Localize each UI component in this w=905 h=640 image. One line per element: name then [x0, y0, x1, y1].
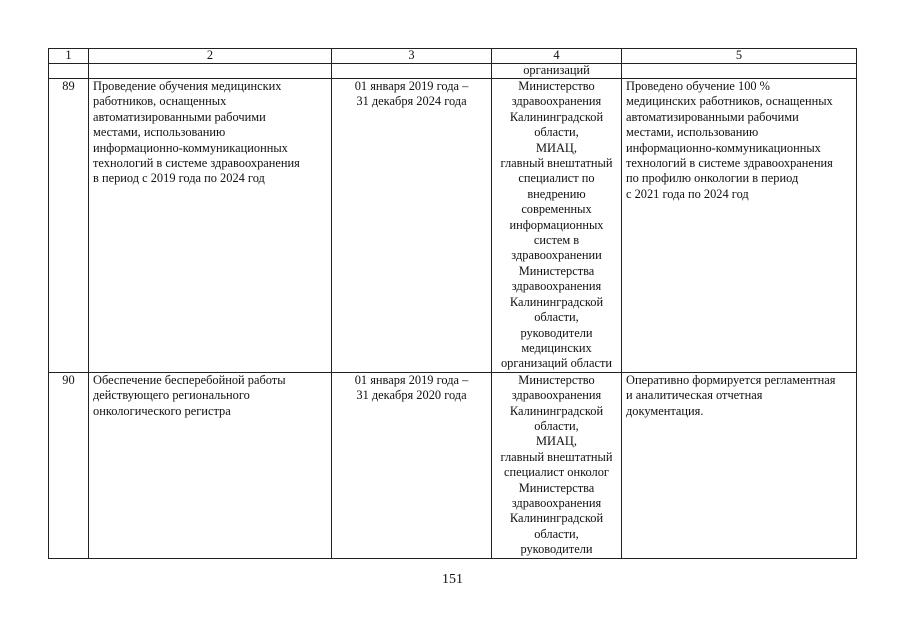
result-cell: Проведено обучение 100 % медицинских работников, оснащенных автоматизированными рабочими местами, использованию информационно-коммуникационных технологий в системе здравоохранения по профилю онкологии в период с 2021 года по 2024 год	[622, 79, 857, 373]
responsible-cell: Министерство здравоохранения Калининградской области, МИАЦ, главный внештатный специалист по внедрению современных информационных систем в здравоохранении Министерства здравоохранения Калининградской области, руководители медицинских организаций области	[492, 79, 622, 373]
row-number: 90	[49, 372, 89, 558]
page-number: 151	[442, 572, 463, 587]
continuation-cell-responsible: организаций	[492, 64, 622, 79]
column-number-row	[49, 49, 857, 64]
table-row	[49, 79, 857, 373]
column-number-4: 4	[492, 49, 622, 64]
table-row	[49, 372, 857, 558]
continuation-row	[49, 64, 857, 79]
continuation-cell-1	[49, 64, 89, 79]
column-number-1: 1	[49, 49, 89, 64]
continuation-cell-3	[332, 64, 492, 79]
activity-cell: Проведение обучения медицинских работников, оснащенных автоматизированными рабочими местами, использованию информационно-коммуникационных технологий в системе здравоохранения в период с 2019 года по 2024 год	[89, 79, 332, 373]
column-number-5: 5	[622, 49, 857, 64]
result-cell: Оперативно формируется регламентная и аналитическая отчетная документация.	[622, 372, 857, 558]
column-number-2: 2	[89, 49, 332, 64]
activity-cell: Обеспечение бесперебойной работы действующего регионального онкологического регистра	[89, 372, 332, 558]
column-number-3: 3	[332, 49, 492, 64]
continuation-cell-2	[89, 64, 332, 79]
row-number: 89	[49, 79, 89, 373]
activities-table	[48, 48, 857, 559]
period-cell: 01 января 2019 года – 31 декабря 2020 года	[332, 372, 492, 558]
period-cell: 01 января 2019 года – 31 декабря 2024 года	[332, 79, 492, 373]
responsible-cell: Министерство здравоохранения Калининградской области, МИАЦ, главный внештатный специалист онколог Министерства здравоохранения Калининградской области, руководители	[492, 372, 622, 558]
continuation-cell-5	[622, 64, 857, 79]
